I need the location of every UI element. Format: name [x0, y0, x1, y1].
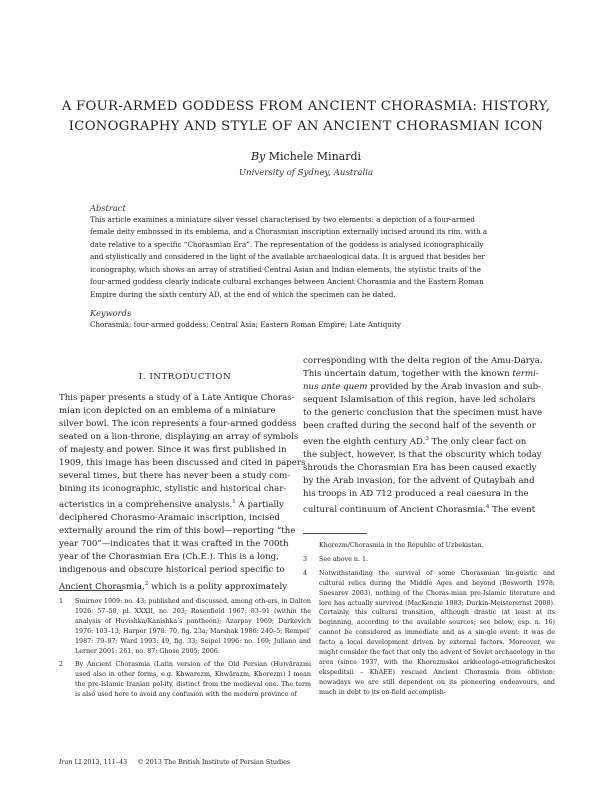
abstract-heading: Abstract: [90, 203, 126, 213]
footnote: [59, 660, 311, 700]
journal-name: Iran: [59, 758, 73, 766]
body-text: A partially: [235, 500, 284, 511]
footnote-divider: [303, 533, 367, 534]
abstract-line: female deity embossed in its emblema, and a Chorasmian inscription externally incised around its rim, with a: [90, 227, 488, 237]
footnote-text: Notwithstanding the survival of some Chorasmian lin-guistic and cultural relics during the Middle Ages and beyond (Bosworth 1978; Snesarev 2003), nothing of the Choras-mian pre-Islamic literature and lore has actually survived (MacKenzie 1983; Durkin-Meisterernst 2008). Certainly, this cultural transition, although drastic (at least at its beginning, according to the available sources; see below, esp. n. 16) cannot be considered as immediate and as a sin-gle event: it was de facto a local development driven by external factors. Moreover, we might consider the fact that only the advent of Soviet archaeology in the area (since 1937, with the Khorezmskoi arkheologo-etnograficheskoi ekspeditsii – KhAEE) rescued Ancient Chorasmia from oblivion: nowadays we are still dependent on its pioneering endeavours, and much in debt to its on-field accomplish-: [319, 569, 555, 696]
footnote-text: By Ancient Chorasmia (Latin version of the Old Persian (Hu)vārazmi used also in other forms, e.g. Khwarezm, Khwārazm, Khorezm) I mean the pre-Islamic Iranian pol-ity, distinct from the medieval one. The term is also used here to avoid any confusion with the modern province of: [75, 661, 311, 699]
abstract-line: iconography, which shows an array of stratified Central Asian and Indian elements, the stylistic traits of the: [90, 264, 481, 274]
body-line: [303, 368, 555, 381]
body-column-right: [303, 355, 555, 517]
body-text: This uncertain datum, together with the known: [303, 369, 513, 380]
body-text: The event: [489, 505, 536, 516]
copyright-notice: © 2013 The British Institute of Persian Studies: [137, 758, 291, 766]
body-line: [59, 496, 311, 512]
body-italic: termi-: [512, 369, 539, 380]
body-line: shrouds the Chorasmian Era has been caused exactly: [303, 463, 537, 474]
footnote-divider: [59, 590, 123, 591]
body-line: 1909, this image has been discussed and cited in papers: [59, 458, 306, 469]
keywords-text: Chorasmia; four-armed goddess; Central Asia; Eastern Roman Empire; Late Antiquity: [90, 320, 402, 329]
body-line: his troops in AD 712 produced a real caesura in the: [303, 489, 529, 500]
body-text: even the eighth century AD.: [303, 437, 426, 448]
body-line: [303, 381, 555, 394]
body-text: which is a polity approximately: [148, 581, 288, 592]
footnote: [303, 555, 555, 565]
body-text: acteristics in a comprehensive analysis.: [59, 500, 233, 511]
body-text: cultural continuum of Ancient Chorasmia.: [303, 505, 486, 516]
body-line: several times, but there has never been a study com-: [59, 471, 291, 482]
body-text: The only clear fact on: [428, 437, 527, 448]
footnote-continuation: [303, 541, 555, 551]
body-line: indigenous and obscure historical period specific to: [59, 565, 285, 576]
section-heading: I. INTRODUCTION: [138, 372, 232, 382]
footnote-text: Smirnov 1909: no. 43; published and discussed, among oth-ers, in Dalton 1926: 57–58, pl. XXXII, no. 203; Rosenfield 1967: 83–91 (within the analysis of Huvishka/Kanishka’s pantheon); Azarpay 1969; Darkevich 1976: 103–13; Harper 1978: 70, fig. 23a; Marshak 1986: 240–5; Rempel’ 1987: 79–97; Ward 1993: 49, fig. 33; Seipel 1996: no. 169; Juliano and Lerner 2001: 261, no. 87; Ghose 2005; 2006.: [75, 598, 311, 655]
abstract-line: four-armed goddess clearly indicate cultural exchanges between Ancient Chorasmia and the Eastern Roman: [90, 277, 484, 287]
footnote-ref[interactable]: 3: [425, 436, 429, 443]
body-line: sequent Islamisation of this region, have led scholars: [303, 395, 536, 406]
body-line: year of the Chorasmian Era (Ch.E.). This is a long,: [59, 552, 279, 563]
page-footer: [59, 758, 290, 766]
body-column-left: [59, 392, 311, 593]
body-line: externally around the rim of this bowl—reporting “the: [59, 526, 296, 537]
footnote-text: See above n. 1.: [319, 555, 369, 563]
article-title: [40, 97, 572, 137]
footnotes-left: [59, 597, 311, 704]
footnote-number: 1: [59, 598, 64, 605]
author-affiliation: University of Sydney, Australia: [238, 168, 374, 178]
keywords-heading: Keywords: [90, 308, 132, 318]
body-line: seated on a lion-throne, displaying an array of symbols: [59, 432, 299, 443]
abstract-line: Empire during the sixth century AD, at the end of which the specimen can be dated.: [90, 289, 396, 299]
body-line: [303, 501, 555, 517]
body-line: [303, 433, 555, 449]
footnote-ref[interactable]: 4: [485, 504, 490, 511]
footnote: [59, 597, 311, 656]
body-line: the subject, however, is that the obscurity which today: [303, 450, 542, 461]
abstract-line: and stylistically and considered in the light of the available archaeological data. It is argued that besides her: [90, 252, 485, 262]
body-line: silver bowl. The icon represents a four-armed goddess: [59, 419, 297, 430]
footnotes-right: [303, 541, 555, 702]
body-line: to the generic conclusion that the specimen must have: [303, 408, 543, 419]
body-text: Ancient Chorasmia,: [59, 581, 145, 592]
body-line: deciphered Chorasmo-Aramaic inscription, incised: [59, 513, 280, 524]
footnote-ref[interactable]: 2: [144, 580, 149, 587]
title-line-1: A FOUR-ARMED GODDESS FROM ANCIENT CHORASMIA: HISTORY,: [61, 99, 551, 114]
abstract-line: This article examines a miniature silver vessel characterised by two elements: a depiction of a four-armed: [90, 215, 476, 224]
footnote-number: 4: [303, 569, 308, 577]
body-text: provided by the Arab invasion and sub-: [367, 382, 542, 393]
body-line: [59, 578, 311, 594]
body-line: year 700”—indicates that it was crafted in the 700th: [59, 539, 289, 550]
footnote-number: 2: [59, 661, 64, 669]
author-line: [0, 150, 612, 163]
footnote: [303, 569, 555, 698]
abstract-line: date relative to a specific “Chorasmian Era”. The representation of the goddess is analysed iconographically: [90, 239, 484, 249]
body-italic: nus ante quem: [303, 382, 368, 393]
body-line: corresponding with the delta region of the Amu-Darya.: [303, 356, 543, 366]
title-line-2: ICONOGRAPHY AND STYLE OF AN ANCIENT CHORASMIAN ICON: [68, 119, 544, 134]
body-line: mian icon depicted on an emblema of a miniature: [59, 406, 276, 417]
author-by: By: [250, 150, 266, 163]
footnote-text: Khorezm/Chorasmia in the Republic of Uzbekistan.: [319, 542, 484, 549]
body-line: been crafted during the second half of the seventh or: [303, 421, 536, 432]
body-line: by the Arab invasion, for the advent of Qutaybah and: [303, 476, 535, 487]
body-line: bining its iconographic, stylistic and historical char-: [59, 484, 287, 495]
footnote-number: 3: [303, 555, 308, 563]
author-name: Michele Minardi: [268, 150, 362, 163]
body-line: of majesty and power. Since it was first published in: [59, 445, 287, 456]
abstract-text: [90, 214, 526, 301]
body-line: This paper presents a study of a Late Antique Choras-: [59, 393, 295, 403]
journal-volume: LI 2013, 111–43: [72, 758, 128, 766]
footnote-ref[interactable]: 1: [232, 499, 236, 506]
